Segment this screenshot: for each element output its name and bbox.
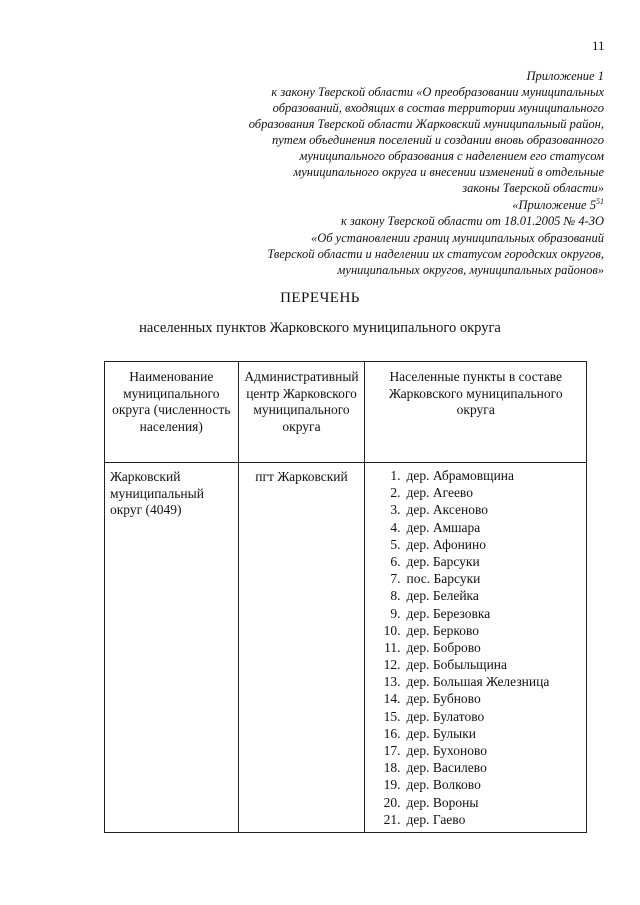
list-item-name: дер. Бобыльщина xyxy=(406,657,508,673)
admin-center-cell: пгт Жарковский xyxy=(238,463,365,833)
list-item-name: дер. Барсуки xyxy=(406,553,480,569)
annex-5-51-title-text: «Приложение 5 xyxy=(512,198,596,212)
annex-1-line: муниципального округа и внесении изменений в отдельные xyxy=(293,165,604,179)
annex-1-line: путем объединения поселений и создании вновь образованного xyxy=(271,133,604,147)
list-item xyxy=(375,605,582,622)
list-item-name: дер. Белейка xyxy=(406,588,479,604)
list-item xyxy=(375,776,582,793)
list-item xyxy=(375,725,582,742)
list-item xyxy=(375,742,582,759)
page-number: 11 xyxy=(592,38,605,53)
list-item xyxy=(375,484,582,501)
annex-1-line: образования Тверской области Жарковский муниципальный район, xyxy=(248,117,604,131)
list-item-number: 12. xyxy=(383,657,401,673)
list-item-number: 20. xyxy=(383,794,401,810)
list-item-number: 9. xyxy=(390,605,401,621)
list-item-number: 15. xyxy=(383,708,401,724)
annex-1-heading xyxy=(204,68,604,196)
list-item-name: дер. Агеево xyxy=(406,485,473,501)
list-item xyxy=(375,519,582,536)
settlements-list xyxy=(375,467,582,828)
list-item-number: 11. xyxy=(384,639,401,655)
list-item-number: 7. xyxy=(390,571,401,587)
list-item-name: дер. Бубново xyxy=(406,691,481,707)
header-admin-center: Административный центр Жарковского муниципального округа xyxy=(238,362,365,463)
list-item-name: дер. Булыки xyxy=(406,725,477,741)
list-item-name: дер. Большая Железница xyxy=(406,674,550,690)
list-item xyxy=(375,656,582,673)
list-item-number: 1. xyxy=(390,468,401,483)
list-item-number: 13. xyxy=(383,674,401,690)
list-item-number: 21. xyxy=(383,811,401,827)
list-item xyxy=(375,587,582,604)
list-item xyxy=(375,708,582,725)
list-item-number: 18. xyxy=(383,760,401,776)
settlements-cell xyxy=(365,463,587,833)
header-district: Наименование муниципального округа (численность населения) xyxy=(105,362,239,463)
list-item xyxy=(375,553,582,570)
list-item-number: 16. xyxy=(383,725,401,741)
list-item-name: дер. Бухоново xyxy=(406,743,488,758)
list-item-number: 5. xyxy=(390,536,401,552)
list-item-number: 10. xyxy=(383,622,401,638)
list-item xyxy=(375,811,582,828)
list-item-number: 2. xyxy=(390,485,401,501)
list-item xyxy=(375,536,582,553)
annex-5-51-line: к закону Тверской области от 18.01.2005 № 4-ЗО xyxy=(340,214,604,229)
annex-5-51-superscript: 51 xyxy=(596,196,604,206)
annex-1-line: муниципального образования с наделением его статусом xyxy=(299,149,604,163)
district-cell: Жарковский муниципальный округ (4049) xyxy=(105,463,239,833)
list-item xyxy=(375,690,582,707)
annex-5-51-heading xyxy=(204,197,604,278)
annex-5-51-line: «Об установлении границ муниципальных образований xyxy=(310,230,604,245)
list-item-name: дер. Волково xyxy=(406,777,481,793)
list-item xyxy=(375,467,582,484)
list-item-name: дер. Боброво xyxy=(406,639,481,655)
list-item-name: дер. Березовка xyxy=(406,605,491,621)
document-title: ПЕРЕЧЕНЬ xyxy=(280,290,360,306)
list-item-number: 17. xyxy=(383,743,401,758)
annex-1-line: к закону Тверской области «О преобразовании муниципальных xyxy=(271,85,604,99)
list-item-number: 3. xyxy=(390,502,401,518)
list-item xyxy=(375,622,582,639)
list-item-name: дер. Афонино xyxy=(406,536,487,552)
list-item-number: 8. xyxy=(390,588,401,604)
annex-5-51-line: Тверской области и наделении их статусом городских округов, xyxy=(267,246,604,261)
header-settlements: Населенные пункты в составе Жарковского муниципального округа xyxy=(365,362,587,463)
list-item-name: пос. Барсуки xyxy=(406,571,481,587)
list-item-name: дер. Берково xyxy=(406,622,479,638)
annex-1-line: Приложение 1 xyxy=(526,69,604,83)
settlements-table xyxy=(104,361,587,833)
annex-5-51-line: муниципальных округов, муниципальных районов» xyxy=(337,263,604,278)
document-subtitle: населенных пунктов Жарковского муниципального округа xyxy=(139,320,501,336)
list-item xyxy=(375,759,582,776)
table-header-row xyxy=(105,362,587,463)
list-item xyxy=(375,501,582,518)
list-item-name: дер. Булатово xyxy=(406,708,485,724)
annex-5-51-title xyxy=(204,197,604,213)
list-item xyxy=(375,673,582,690)
list-item-number: 19. xyxy=(383,777,401,793)
list-item-number: 4. xyxy=(390,519,401,535)
list-item-name: дер. Вороны xyxy=(406,794,479,810)
list-item xyxy=(375,639,582,656)
annex-1-line: образований, входящих в состав территории муниципального xyxy=(272,101,604,115)
list-item-name: дер. Абрамовщина xyxy=(406,468,515,483)
list-item-name: дер. Гаево xyxy=(406,811,466,827)
list-item-number: 14. xyxy=(383,691,401,707)
list-item-name: дер. Аксеново xyxy=(406,502,488,518)
list-item-number: 6. xyxy=(390,553,401,569)
list-item-name: дер. Амшара xyxy=(406,519,481,535)
list-item xyxy=(375,794,582,811)
list-item-name: дер. Василево xyxy=(406,760,487,776)
table-row xyxy=(105,463,587,833)
annex-1-line: законы Тверской области» xyxy=(462,181,604,195)
list-item xyxy=(375,570,582,587)
